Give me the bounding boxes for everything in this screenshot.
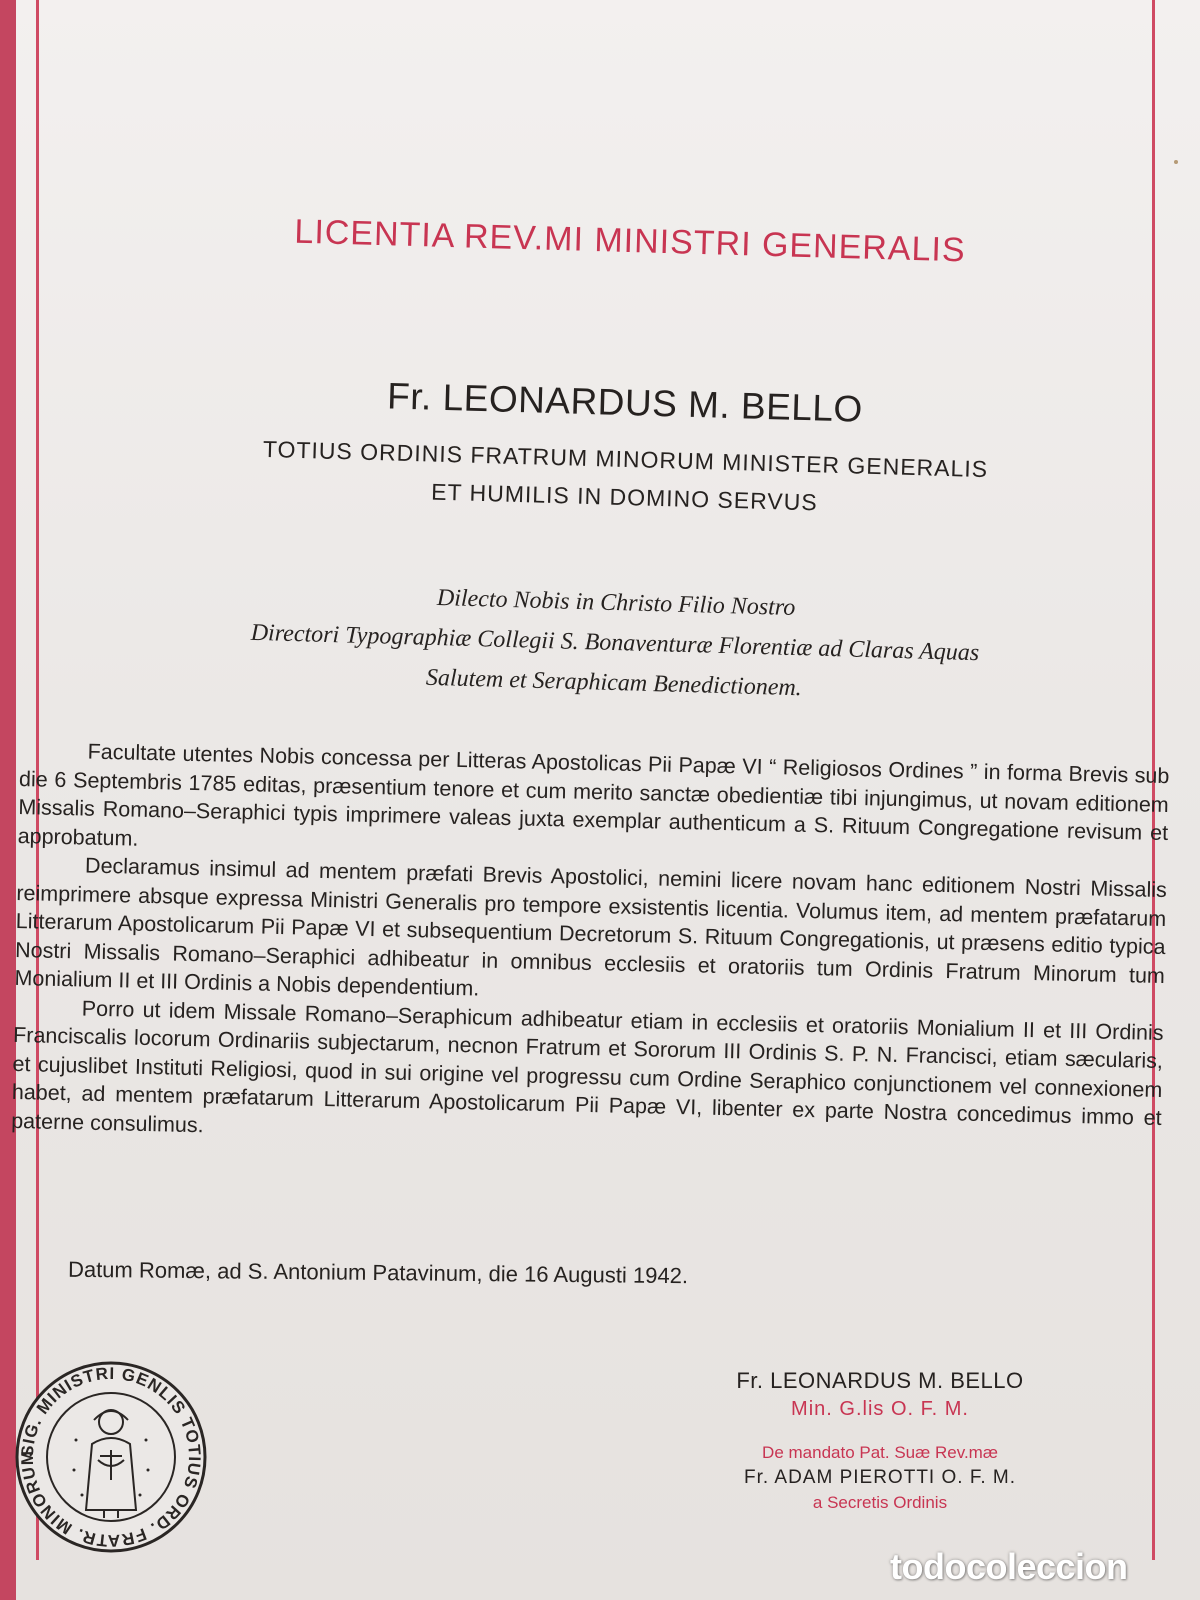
document-heading: LICENTIA REV.MI MINISTRI GENERALIS [293, 212, 967, 270]
mandate-line: De mandato Pat. Suæ Rev.mæ [762, 1443, 998, 1462]
date-line: Datum Romæ, ad S. Antonium Patavinum, die 16 Augusti 1942. [67, 1256, 689, 1289]
site-watermark: todocoleccion [890, 1546, 1128, 1587]
signatory-name: Fr. LEONARDUS M. BELLO [736, 1368, 1024, 1393]
official-seal [14, 1360, 208, 1554]
office-line: TOTIUS ORDINIS FRATRUM MINORUM MINISTER GENERALIS [262, 435, 989, 483]
paper-speck [1174, 160, 1178, 164]
seal-text: SIG. MINISTRI GENLIS TOTIUS ORD. FRATR. MINORUM [17, 1363, 205, 1551]
body-paragraph: Facultate utentes Nobis concessa per Litteras Apostolicas Pii Papæ VI “ Religiosos Ordines ” in forma Brevis sub die 6 Septembris 1785 editas, præsentium tenore et cum merito sanctæ obedientiæ tibi injungimus, ut novam editionem Missalis Romano–Seraphici typis imprimere valeas juxta exemplar authenticum a S. Rituum Congregatione revisum et approbatum. [17, 739, 1170, 851]
body-paragraph: Declaramus insimul ad mentem præfati Brevis Apostolici, nemini licere novam hanc editionem Nostri Missalis reimprimere absque expressa Ministri Generalis pro tempore exsistentis licentia. Volumus item, ad mentem præfatarum Litterarum Apostolicarum Pii Papæ VI et subsequentium Decretorum S. Rituum Congregationis, ut præsens editio typica Nostri Missalis Romano–Seraphici adhibeatur in omnibus ecclesiis et oratoriis tum Ordinis Fratrum Minorum tum Monialium II et III Ordinis a Nobis dependentium. [14, 853, 1168, 1001]
salutation-line: Directori Typographiæ Collegii S. Bonaventuræ Florentiæ ad Claras Aquas [250, 619, 980, 667]
author-name-title: Fr. LEONARDUS M. BELLO [386, 375, 864, 430]
seal-icon [14, 1360, 208, 1554]
secretary-name: Fr. ADAM PIEROTTI O. F. M. [744, 1467, 1016, 1488]
office-line: ET HUMILIS IN DOMINO SERVUS [430, 478, 819, 516]
body-text [11, 736, 1170, 1161]
signature-block [690, 1368, 1070, 1513]
secretary-title: a Secretis Ordinis [812, 1493, 948, 1512]
salutation-line: Dilecto Nobis in Christo Filio Nostro [436, 585, 796, 622]
body-paragraph: Porro ut idem Missale Romano–Seraphicum adhibeatur etiam in ecclesiis et oratoriis Monialium II et III Ordinis Franciscalis locorum Ordinariis subjectarum, necnon Fratrum et Sororum III Ordinis S. P. N. Francisci, etiam sæcularis, et cujuslibet Instituti Religiosi, quod in sui origine vel progressu cum Ordine Seraphico conjunctionem vel connexionem habet, ad mentem præfatarum Litterarum Apostolicarum Pii Papæ VI, libenter ex parte Nostra concedimus immo et paterne consulimus. [11, 995, 1164, 1137]
signatory-title: Min. G.lis O. F. M. [791, 1398, 969, 1420]
salutation-line: Salutem et Seraphicam Benedictionem. [425, 664, 803, 702]
